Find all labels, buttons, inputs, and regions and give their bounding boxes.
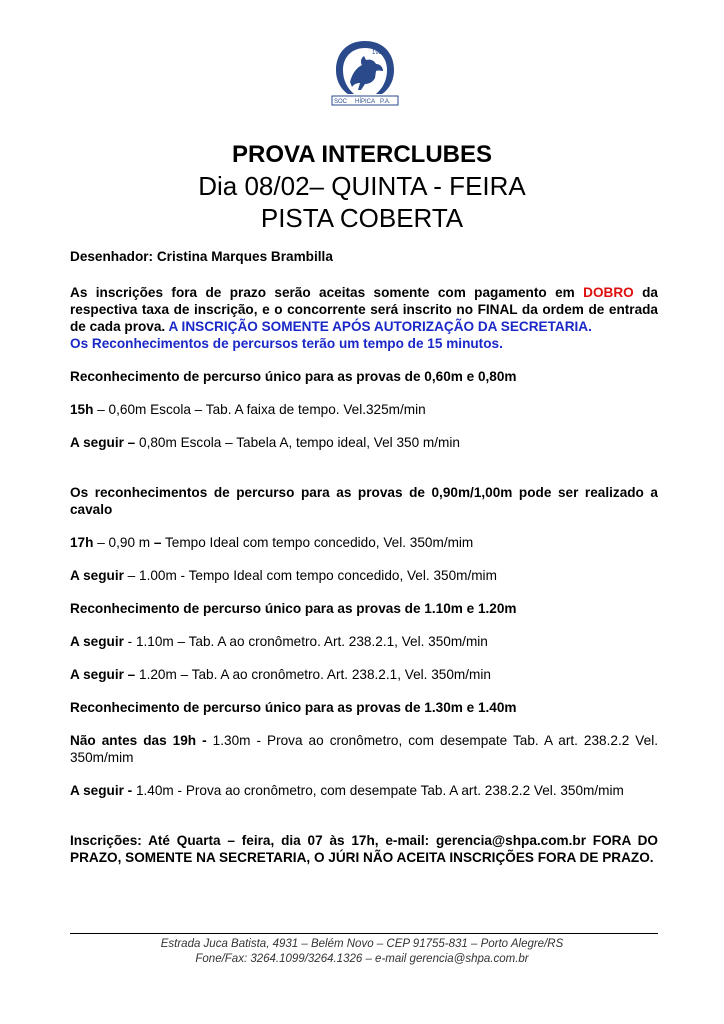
footer-address: Estrada Juca Batista, 4931 – Belém Novo – CEP 91755-831 – Porto Alegre/RS xyxy=(160,938,564,950)
logo-text-center: HÍPICA xyxy=(355,99,376,105)
event-entry: A seguir – 1.00m - Tempo Ideal com tempo concedido, Vel. 350m/mim xyxy=(70,568,497,583)
event-title: PROVA INTERCLUBES xyxy=(231,141,492,168)
section-heading: Reconhecimento de percurso único para as provas de 1.30m e 1.40m xyxy=(70,700,517,715)
section-heading: Reconhecimento de percurso único para as provas de 0,60m e 0,80m xyxy=(70,369,517,384)
logo-text-right: P.A. xyxy=(380,99,391,105)
footer-contact: Fone/Fax: 3264.1099/3264.1326 – e-mail gerencia@shpa.com.br xyxy=(195,953,529,965)
logo-year: 1939 xyxy=(372,50,386,56)
late-registration-notice: As inscrições fora de prazo serão aceitas somente com pagamento em DOBRO da respectiva taxa de inscrição, e o concorrente será inscrito no FINAL da ordem de entrada de cada prova. A INSCRIÇÃO SOMENTE APÓS AUTORIZAÇÃO DA SECRETARIA. xyxy=(70,285,658,334)
event-venue: PISTA COBERTA xyxy=(260,203,464,233)
club-logo xyxy=(328,38,402,110)
event-entry: A seguir – 1.20m – Tab. A ao cronômetro. Art. 238.2.1, Vel. 350m/min xyxy=(70,667,491,682)
section-heading: Os reconhecimentos de percurso para as provas de 0,90m/1,00m pode ser realizado a cavalo xyxy=(70,485,658,517)
event-entry: A seguir - 1.10m – Tab. A ao cronômetro. Art. 238.2.1, Vel. 350m/min xyxy=(70,634,488,649)
registration-info: Inscrições: Até Quarta – feira, dia 07 às 17h, e-mail: gerencia@shpa.com.br FORA DO PRAZO, SOMENTE NA SECRETARIA, O JÚRI NÃO ACEITA INSCRIÇÕES FORA DE PRAZO. xyxy=(70,833,658,865)
title-block xyxy=(0,140,724,234)
document-body xyxy=(70,248,658,866)
dobro-highlight: DOBRO xyxy=(583,285,634,300)
event-entry: A seguir - 1.40m - Prova ao cronômetro, com desempate Tab. A art. 238.2.2 Vel. 350m/mim xyxy=(70,783,624,798)
authorization-notice: A INSCRIÇÃO SOMENTE APÓS AUTORIZAÇÃO DA SECRETARIA. xyxy=(168,319,592,334)
event-entry: 15h – 0,60m Escola – Tab. A faixa de tempo. Vel.325m/min xyxy=(70,402,426,417)
footer xyxy=(0,937,724,967)
footer-divider xyxy=(70,933,658,934)
event-entry: Não antes das 19h - 1.30m - Prova ao cronômetro, com desempate Tab. A art. 238.2.2 Vel. 350m/mim xyxy=(70,733,658,765)
logo-text-left: SOC xyxy=(334,99,348,105)
horse-icon xyxy=(350,56,383,90)
event-date: Dia 08/02– QUINTA - FEIRA xyxy=(198,171,526,201)
reconnaissance-time-notice: Os Reconhecimentos de percursos terão um tempo de 15 minutos. xyxy=(70,336,503,351)
event-entry: 17h – 0,90 m – Tempo Ideal com tempo concedido, Vel. 350m/mim xyxy=(70,535,474,550)
section-heading: Reconhecimento de percurso único para as provas de 1.10m e 1.20m xyxy=(70,601,517,616)
designer-line: Desenhador: Cristina Marques Brambilla xyxy=(70,249,333,264)
event-entry: A seguir – 0,80m Escola – Tabela A, tempo ideal, Vel 350 m/min xyxy=(70,435,460,450)
